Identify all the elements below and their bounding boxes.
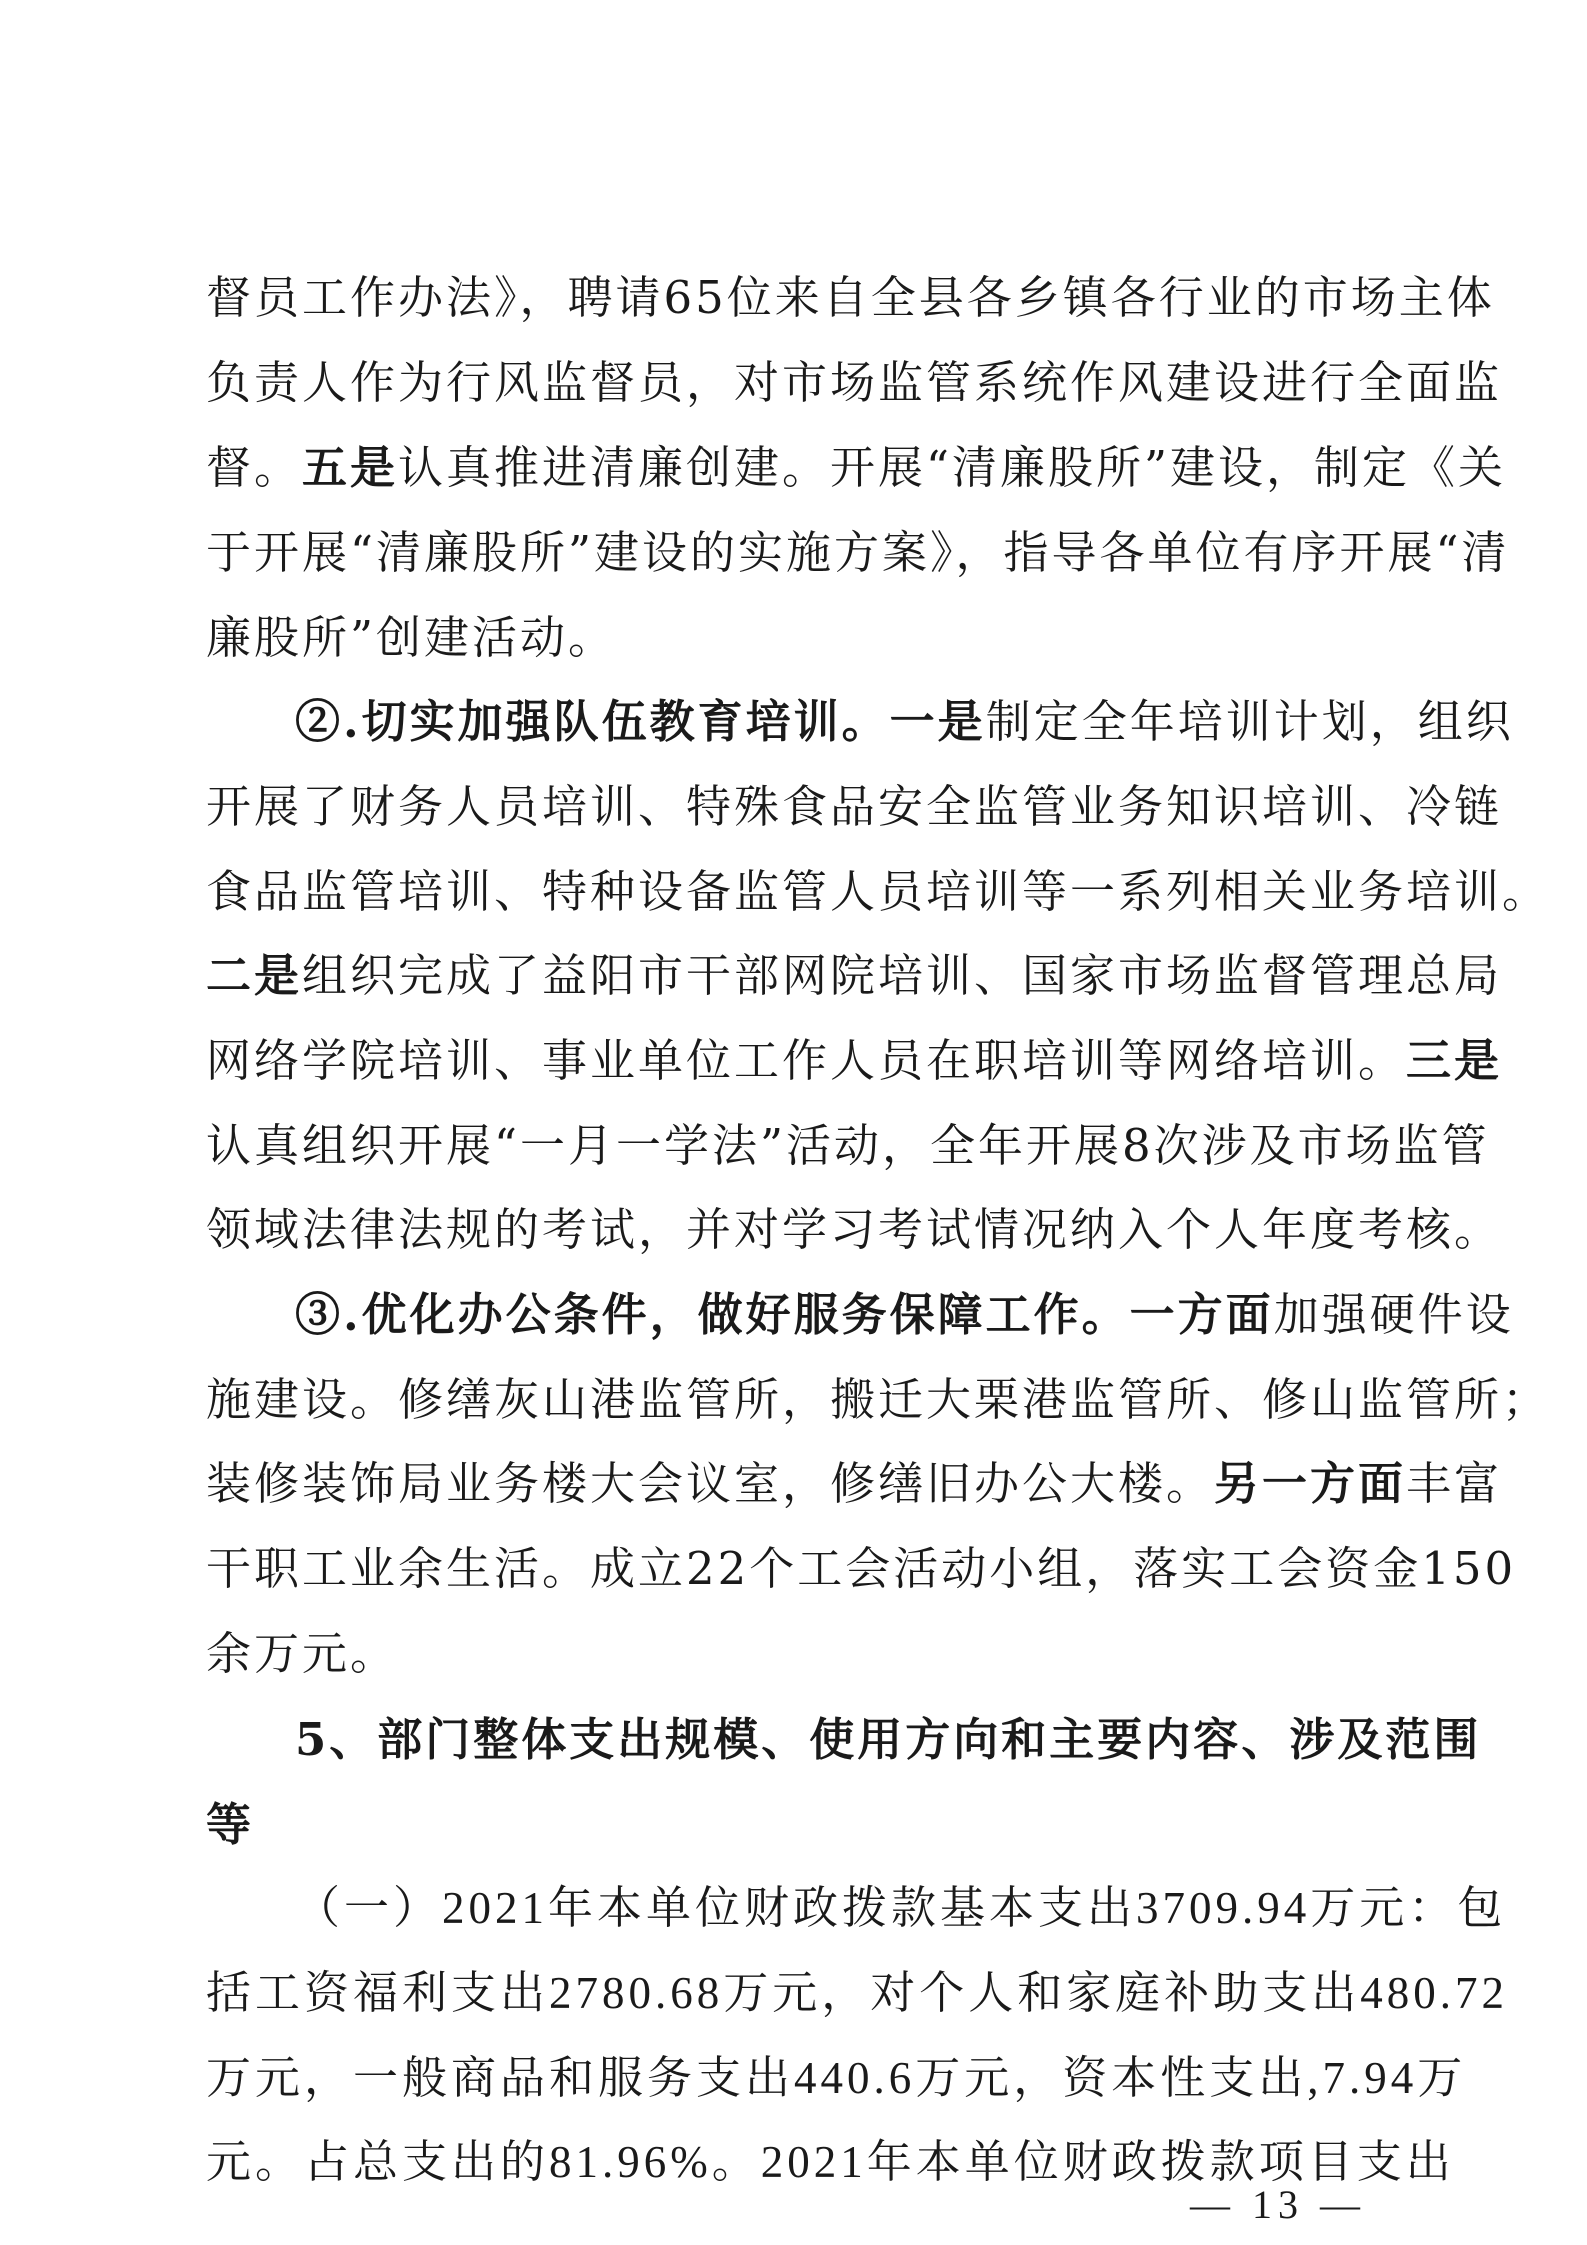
text-run: 括工资福利支出2780.68万元，对个人和家庭补助支出480.72 [206, 1968, 1509, 2018]
text-run: 余万元。 [206, 1627, 399, 1680]
bold-keyword: 一方面 [1129, 1288, 1274, 1341]
bold-heading: 等 [206, 1798, 255, 1851]
body-line-11 [206, 1116, 1490, 1176]
body-line-16 [206, 1539, 1517, 1599]
body-line-22 [206, 2048, 1467, 2108]
text-run: 干职工业余生活。成立22个工会活动小组，落实工会资金150 [206, 1542, 1517, 1595]
text-run: 廉股所”创建活动。 [206, 611, 617, 664]
body-line-17 [206, 1624, 1384, 1684]
text-run: 万元，一般商品和服务支出440.6万元，资本性支出,7.94万 [206, 2053, 1467, 2103]
text-run: 督。 [206, 441, 303, 494]
body-line-15 [206, 1454, 1503, 1514]
text-run: 开展了财务人员培训、特殊食品安全监管业务知识培训、冷链 [206, 780, 1503, 833]
bold-keyword: 另一方面 [1214, 1457, 1407, 1510]
section-heading-5-continued [206, 1795, 1384, 1855]
text-run: 认真组织开展“一月一学法”活动，全年开展8次涉及市场监管 [206, 1119, 1490, 1172]
section-heading-3 [295, 1285, 1514, 1345]
body-line-7 [206, 777, 1503, 837]
bold-keyword: 五是 [302, 441, 399, 494]
section-heading-2 [295, 692, 1514, 752]
bold-keyword: 一是 [889, 695, 986, 748]
text-run: 认真推进清廉创建。开展“清廉股所”建设，制定《关 [398, 441, 1507, 494]
bold-heading: ②.切实加强队伍教育培训。 [295, 695, 890, 748]
body-line-21 [206, 1963, 1509, 2023]
bold-heading: 5、部门整体支出规模、使用方向和主要内容、涉及范围 [295, 1713, 1482, 1766]
text-run: 督员工作办法》，聘请65位来自全县各乡镇各行业的市场主体 [206, 271, 1495, 324]
text-run: 施建设。修缮灰山港监管所，搬迁大栗港监管所、修山监管所； [206, 1373, 1551, 1426]
text-run: 网络学院培训、事业单位工作人员在职培训等网络培训。 [206, 1034, 1407, 1087]
text-run: 装修装饰局业务楼大会议室，修缮旧办公大楼。 [206, 1457, 1215, 1510]
text-run: 食品监管培训、特种设备监管人员培训等一系列相关业务培训。 [206, 865, 1551, 918]
section-heading-5 [295, 1710, 1482, 1770]
body-line-8 [206, 862, 1551, 922]
body-line-2 [206, 353, 1503, 413]
bold-keyword: 三是 [1406, 1034, 1503, 1087]
body-line-14 [206, 1370, 1551, 1430]
body-line-9 [206, 946, 1503, 1006]
text-run: 组织完成了益阳市干部网院培训、国家市场监督管理总局 [302, 949, 1503, 1002]
bold-heading: ③.优化办公条件，做好服务保障工作。 [295, 1288, 1130, 1341]
text-run: 负责人作为行风监督员，对市场监管系统作风建设进行全面监 [206, 356, 1503, 409]
body-line-5 [206, 608, 1384, 668]
page-number: — 13 — [1190, 2182, 1366, 2227]
text-run: 丰富 [1406, 1457, 1503, 1510]
text-run: 领域法律法规的考试，并对学习考试情况纳入个人年度考核。 [206, 1203, 1503, 1256]
text-run: 元。占总支出的81.96%。2021年本单位财政拨款项目支出 [206, 2137, 1455, 2187]
body-line-12 [206, 1200, 1503, 1260]
text-run: 于开展“清廉股所”建设的实施方案》，指导各单位有序开展“清 [206, 526, 1510, 579]
body-line-3 [206, 438, 1507, 498]
body-line-10 [206, 1031, 1503, 1091]
body-line-1 [206, 268, 1495, 328]
text-run: 制定全年培训计划，组织 [985, 695, 1514, 748]
text-run: （一）2021年本单位财政拨款基本支出3709.94万元：包 [295, 1883, 1507, 1933]
text-run: 加强硬件设 [1273, 1288, 1514, 1341]
bold-keyword: 二是 [206, 949, 303, 1002]
body-line-4 [206, 523, 1510, 583]
body-line-20 [295, 1878, 1507, 1938]
